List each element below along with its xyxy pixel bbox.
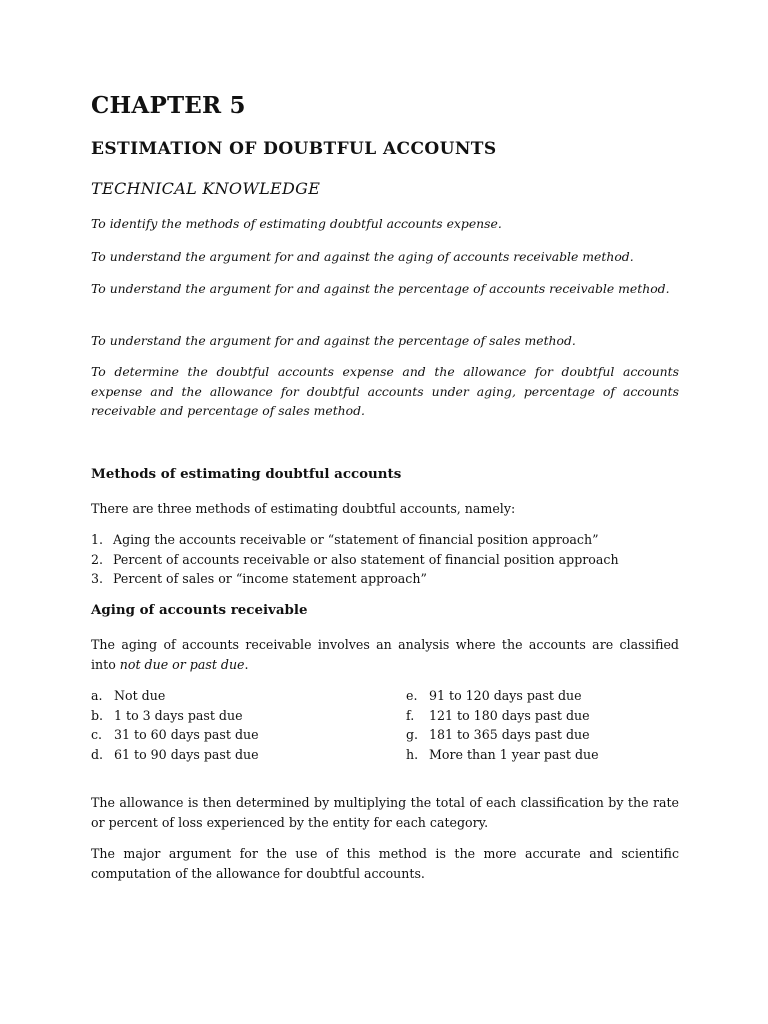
list-item bbox=[91, 569, 679, 589]
list-item-number: 2. bbox=[91, 551, 104, 567]
list-item-number: 3. bbox=[91, 571, 104, 586]
aging-intro-end: . bbox=[244, 656, 249, 672]
chapter-number: CHAPTER 5 bbox=[91, 92, 246, 119]
list-item bbox=[91, 725, 406, 745]
list-item-text: 91 to 120 days past due bbox=[429, 688, 582, 703]
aging-allowance-paragraph: The allowance is then determined by multiplying the total of each classification by the rate or percent of loss experienced by the entity for each category. bbox=[91, 795, 679, 830]
list-item bbox=[406, 686, 679, 706]
list-item bbox=[406, 706, 679, 726]
list-item-letter: e. bbox=[406, 688, 418, 703]
list-item-text: More than 1 year past due bbox=[429, 746, 599, 762]
list-item bbox=[406, 725, 679, 745]
list-item bbox=[91, 745, 406, 765]
objective-2: To understand the argument for and against the aging of accounts receivable method. bbox=[91, 249, 634, 264]
objective-5: To determine the doubtful accounts expense and the allowance for doubtful accounts expense and the allowance for doubtful accounts under aging, percentage of accounts receivable and percentage of sales method. bbox=[91, 364, 679, 418]
methods-intro: There are three methods of estimating doubtful accounts, namely: bbox=[91, 501, 516, 516]
list-item-text: Not due bbox=[114, 688, 166, 703]
aging-categories-right bbox=[406, 686, 679, 764]
list-item-letter: b. bbox=[91, 707, 104, 723]
methods-list bbox=[91, 530, 679, 589]
list-item-text: 61 to 90 days past due bbox=[114, 746, 259, 762]
list-item-number: 1. bbox=[91, 532, 104, 547]
list-item-text: 121 to 180 days past due bbox=[429, 707, 590, 723]
list-item-text: 1 to 3 days past due bbox=[114, 707, 243, 723]
technical-knowledge-heading: TECHNICAL KNOWLEDGE bbox=[91, 179, 321, 198]
list-item bbox=[406, 745, 679, 765]
list-item-letter: h. bbox=[406, 746, 419, 762]
list-item-letter: f. bbox=[406, 707, 415, 723]
list-item-text: Percent of sales or “income statement approach” bbox=[113, 571, 427, 586]
aging-heading: Aging of accounts receivable bbox=[91, 602, 308, 618]
aging-argument-paragraph: The major argument for the use of this method is the more accurate and scientific computation of the allowance for doubtful accounts. bbox=[91, 846, 679, 881]
objective-1: To identify the methods of estimating doubtful accounts expense. bbox=[91, 216, 502, 231]
list-item-letter: a. bbox=[91, 688, 103, 703]
aging-intro bbox=[91, 635, 679, 674]
list-item bbox=[91, 686, 406, 706]
aging-categories bbox=[91, 686, 679, 764]
list-item bbox=[91, 706, 406, 726]
aging-intro-emphasis: not due or past due bbox=[119, 656, 245, 672]
list-item-letter: c. bbox=[91, 727, 103, 742]
list-item-letter: g. bbox=[406, 727, 419, 742]
list-item-text: 31 to 60 days past due bbox=[114, 727, 259, 742]
aging-categories-left bbox=[91, 686, 406, 764]
document-page bbox=[91, 0, 679, 1024]
list-item-letter: d. bbox=[91, 746, 104, 762]
objective-4: To understand the argument for and against the percentage of sales method. bbox=[91, 333, 576, 348]
chapter-title: ESTIMATION OF DOUBTFUL ACCOUNTS bbox=[91, 139, 497, 159]
aging-intro-text: The aging of accounts receivable involves an analysis where the accounts are classified into bbox=[91, 637, 679, 672]
objective-3: To understand the argument for and against the percentage of accounts receivable method. bbox=[91, 281, 670, 296]
list-item bbox=[91, 550, 679, 570]
list-item-text: Aging the accounts receivable or “statement of financial position approach” bbox=[113, 532, 599, 547]
list-item-text: 181 to 365 days past due bbox=[429, 727, 590, 742]
list-item-text: Percent of accounts receivable or also statement of financial position approach bbox=[113, 551, 619, 567]
list-item bbox=[91, 530, 679, 550]
methods-heading: Methods of estimating doubtful accounts bbox=[91, 466, 402, 482]
